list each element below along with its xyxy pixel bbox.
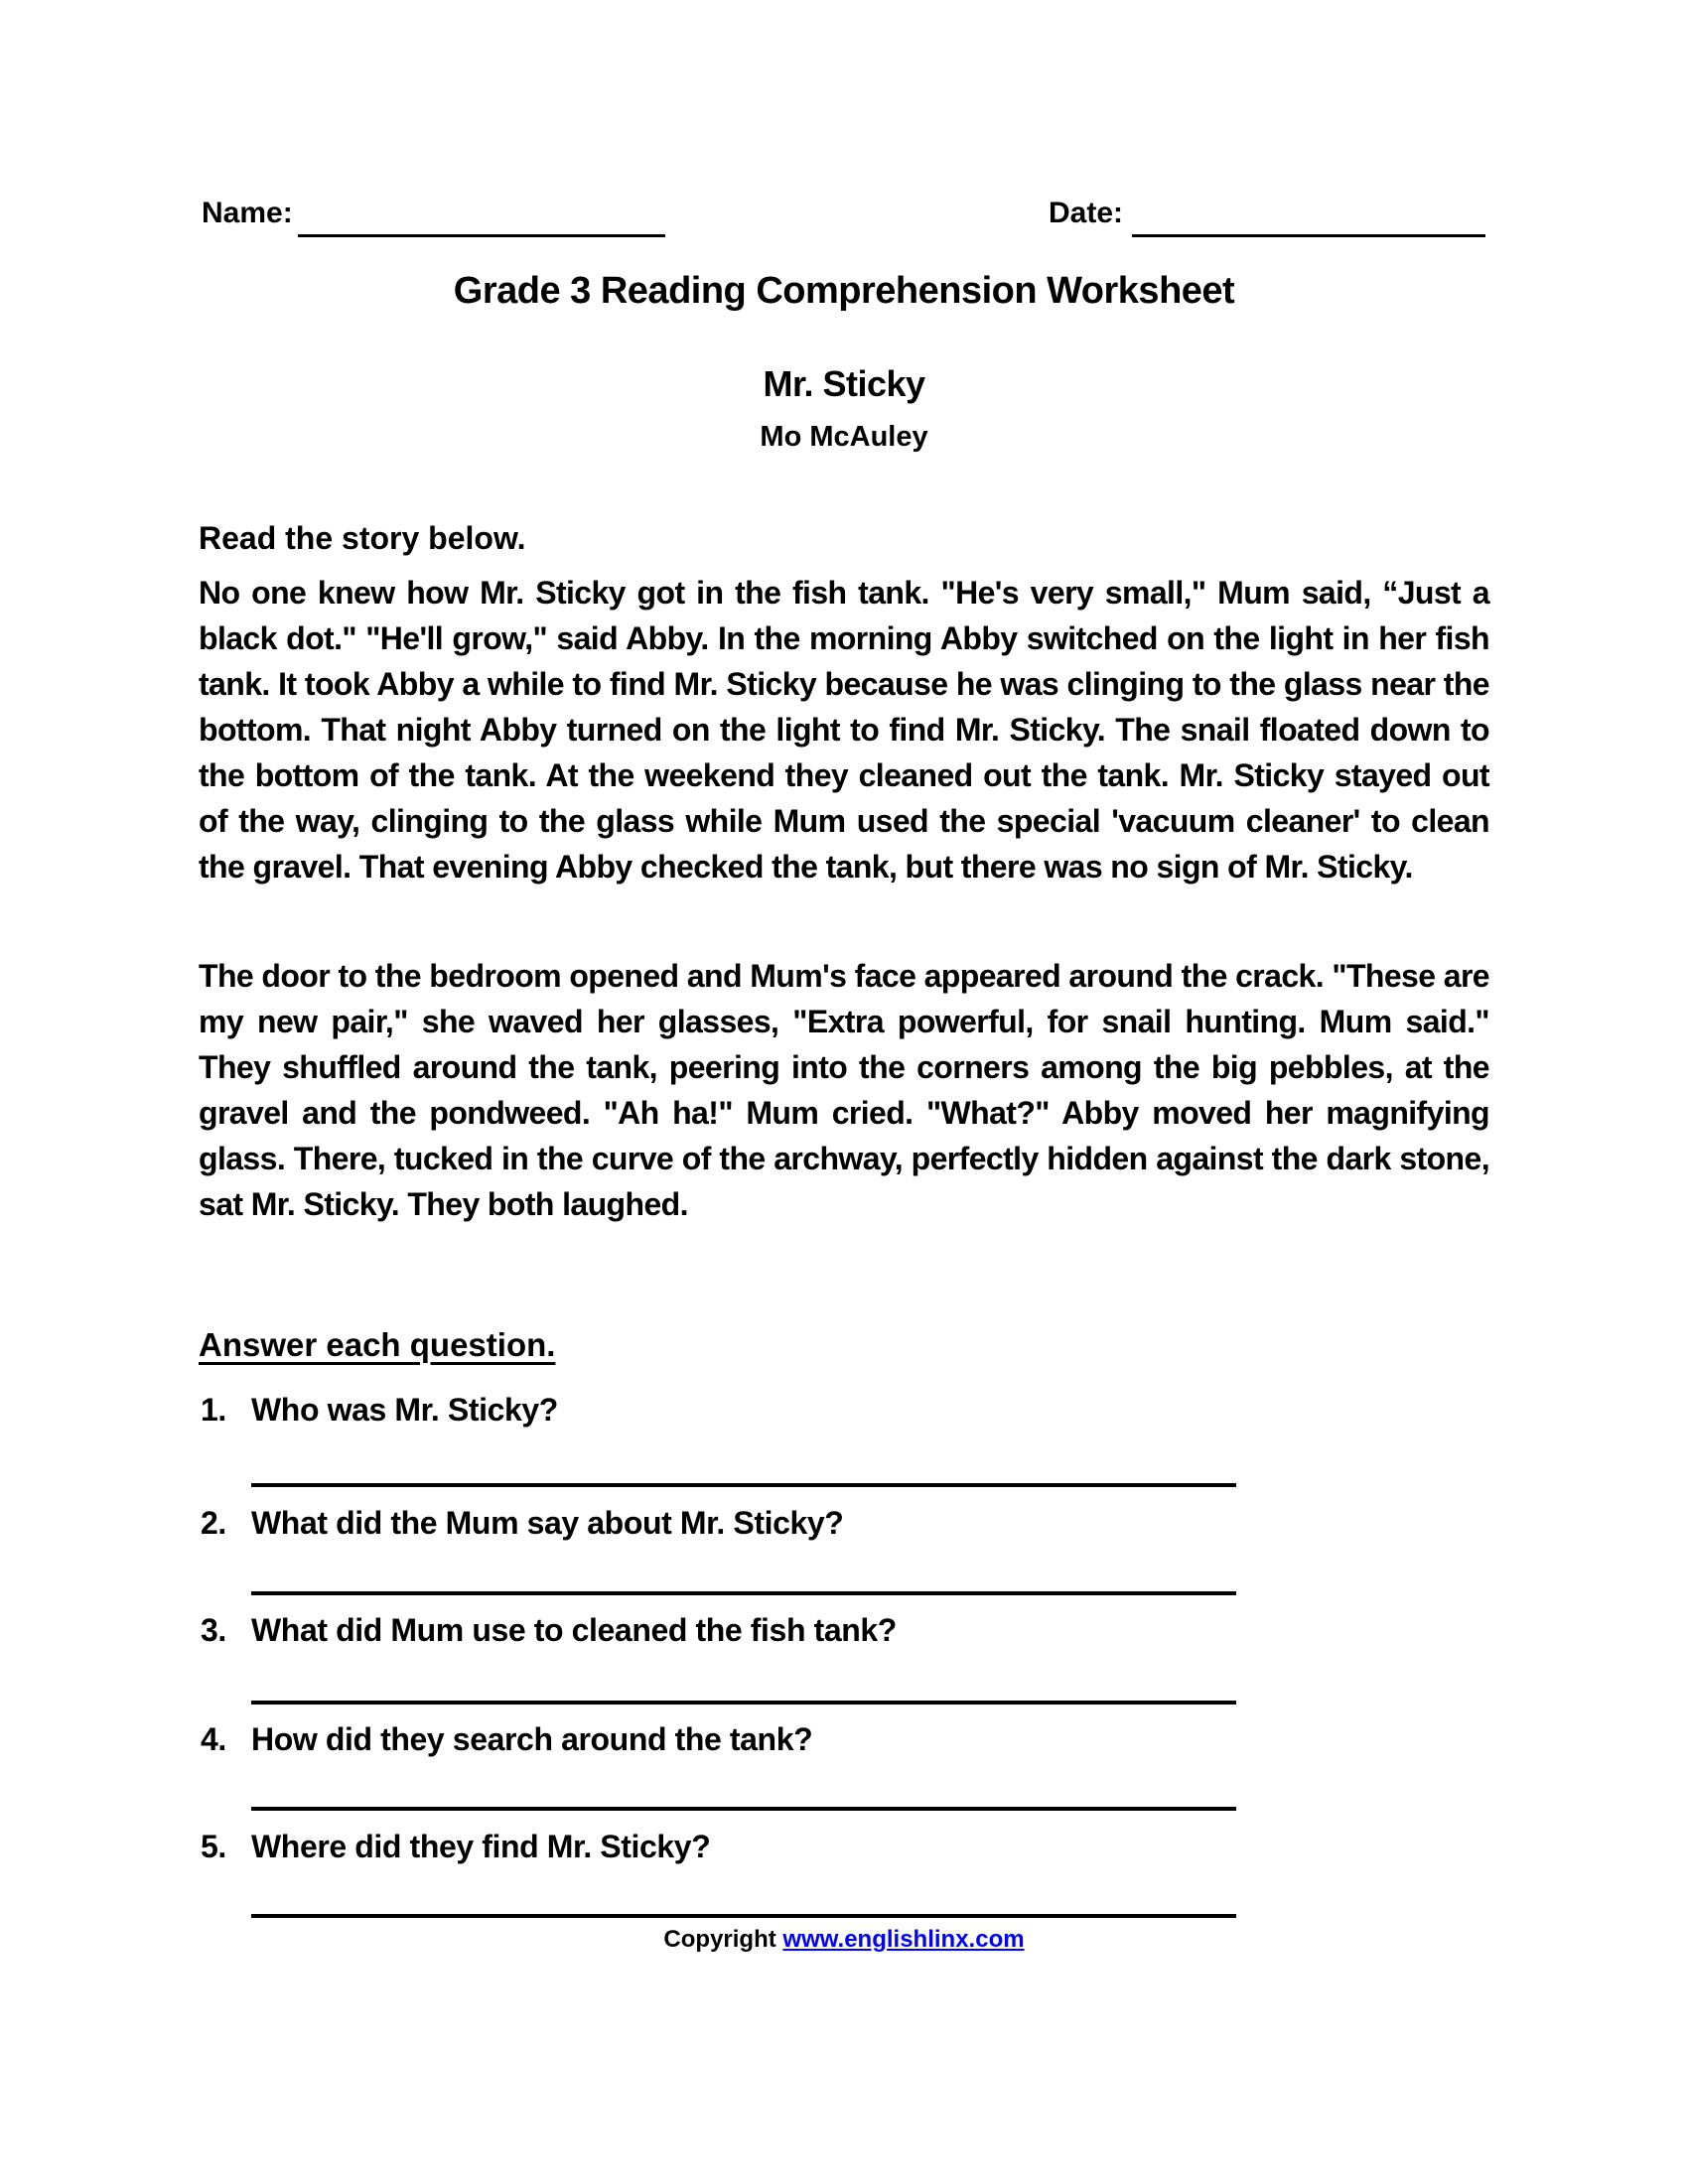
story-paragraph-1: No one knew how Mr. Sticky got in the fish tank. "He's very small," Mum said, “Just a black dot." "He'll grow," said Abby. In the morning Abby switched on the light in her fish tank. It took Abby a while to find Mr. Sticky because he was clinging to the glass near the bottom. That night Abby turned on the light to find Mr. Sticky. The snail floated down to the bottom of the tank. At the weekend they cleaned out the tank. Mr. Sticky stayed out of the way, clinging to the glass while Mum used the special 'vacuum cleaner' to clean the gravel. That evening Abby checked the tank, but there was no sign of Mr. Sticky. bbox=[199, 575, 1489, 885]
story-author: Mo McAuley bbox=[760, 421, 928, 453]
question-number: 1. bbox=[201, 1392, 226, 1428]
question-text: How did they search around the tank? bbox=[251, 1721, 813, 1757]
story-paragraph-2: The door to the bedroom opened and Mum's face appeared around the crack. "These are my new pair," she waved her glasses, "Extra powerful, for snail hunting. Mum said." They shuffled around the tank, peering into the corners among the big pebbles, at the gravel and the pondweed. "Ah ha!" Mum cried. "What?" Abby moved her magnifying glass. There, tucked in the curve of the archway, perfectly hidden against the dark stone, sat Mr. Sticky. They both laughed. bbox=[199, 958, 1489, 1222]
copyright-link[interactable]: www.englishlinx.com bbox=[782, 1926, 1025, 1953]
footer bbox=[0, 1926, 1688, 1954]
questions-heading: Answer each question. bbox=[199, 1326, 556, 1363]
read-instruction: Read the story below. bbox=[199, 520, 526, 556]
question-item-2 bbox=[201, 1505, 1491, 1542]
question-text: Who was Mr. Sticky? bbox=[251, 1392, 558, 1428]
name-label: Name: bbox=[202, 197, 293, 229]
question-number: 4. bbox=[201, 1721, 226, 1757]
copyright-label: Copyright bbox=[663, 1926, 776, 1953]
date-blank-line bbox=[1132, 234, 1485, 237]
question-text: What did Mum use to cleaned the fish tank? bbox=[251, 1612, 897, 1648]
answer-blank-line-4 bbox=[251, 1807, 1236, 1811]
question-number: 5. bbox=[201, 1829, 226, 1864]
question-number: 3. bbox=[201, 1612, 226, 1648]
question-item-4 bbox=[201, 1721, 1491, 1758]
date-label: Date: bbox=[1049, 197, 1124, 229]
question-number: 2. bbox=[201, 1505, 226, 1541]
question-text: What did the Mum say about Mr. Sticky? bbox=[251, 1505, 844, 1541]
question-item-5 bbox=[201, 1829, 1491, 1865]
page-title: Grade 3 Reading Comprehension Worksheet bbox=[453, 270, 1235, 312]
name-blank-line bbox=[298, 234, 665, 237]
answer-blank-line-5 bbox=[251, 1914, 1236, 1918]
question-text: Where did they find Mr. Sticky? bbox=[251, 1829, 711, 1864]
answer-blank-line-2 bbox=[251, 1591, 1236, 1595]
story-title: Mr. Sticky bbox=[763, 363, 925, 404]
answer-blank-line-3 bbox=[251, 1701, 1236, 1705]
question-item-3 bbox=[201, 1612, 1491, 1649]
answer-blank-line-1 bbox=[251, 1483, 1236, 1487]
question-item-1 bbox=[201, 1392, 1491, 1429]
